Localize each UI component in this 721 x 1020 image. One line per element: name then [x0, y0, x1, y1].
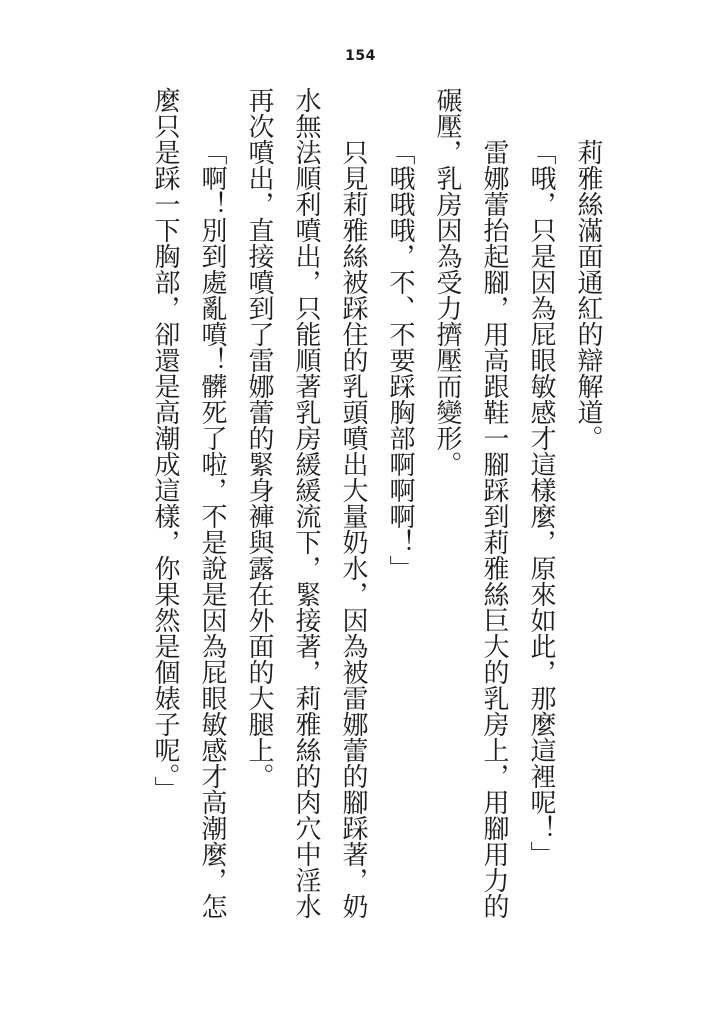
text-line-paragraph-3-continuation: 碾壓，乳房因為受力擠壓而變形。 [433, 87, 462, 477]
text-line-paragraph-5-continuation: 水無法順利噴出，只能順著乳房緩緩流下，緊接著，莉雅絲的肉穴中淫水 [292, 87, 321, 919]
text-line-paragraph-6: 「啊！別到處亂噴！髒死了啦，不是說是因為屁眼敏感才高潮麼，怎 [198, 139, 227, 919]
text-line-paragraph-5: 只見莉雅絲被踩住的乳頭噴出大量奶水，因為被雷娜蕾的腳踩著，奶 [339, 139, 368, 919]
text-line-paragraph-1: 莉雅絲滿面通紅的辯解道。 [574, 139, 603, 451]
body-text [142, 87, 612, 932]
text-line-paragraph-5-continuation: 再次噴出，直接噴到了雷娜蕾的緊身褲與露在外面的大腿上。 [245, 87, 274, 789]
text-line-paragraph-3: 雷娜蕾抬起腳，用高跟鞋一腳踩到莉雅絲巨大的乳房上，用腳用力的 [480, 139, 509, 919]
text-line-paragraph-2: 「哦，只是因為屁眼敏感才這樣麼，原來如此，那麼這裡呢！」 [527, 139, 556, 867]
text-line-paragraph-6-continuation: 麼只是踩一下胸部，卻還是高潮成這樣，你果然是個婊子呢。」 [151, 87, 180, 802]
page-number: 154 [345, 48, 376, 64]
text-line-paragraph-4: 「哦哦哦，不、不要踩胸部啊啊啊！」 [386, 139, 415, 581]
